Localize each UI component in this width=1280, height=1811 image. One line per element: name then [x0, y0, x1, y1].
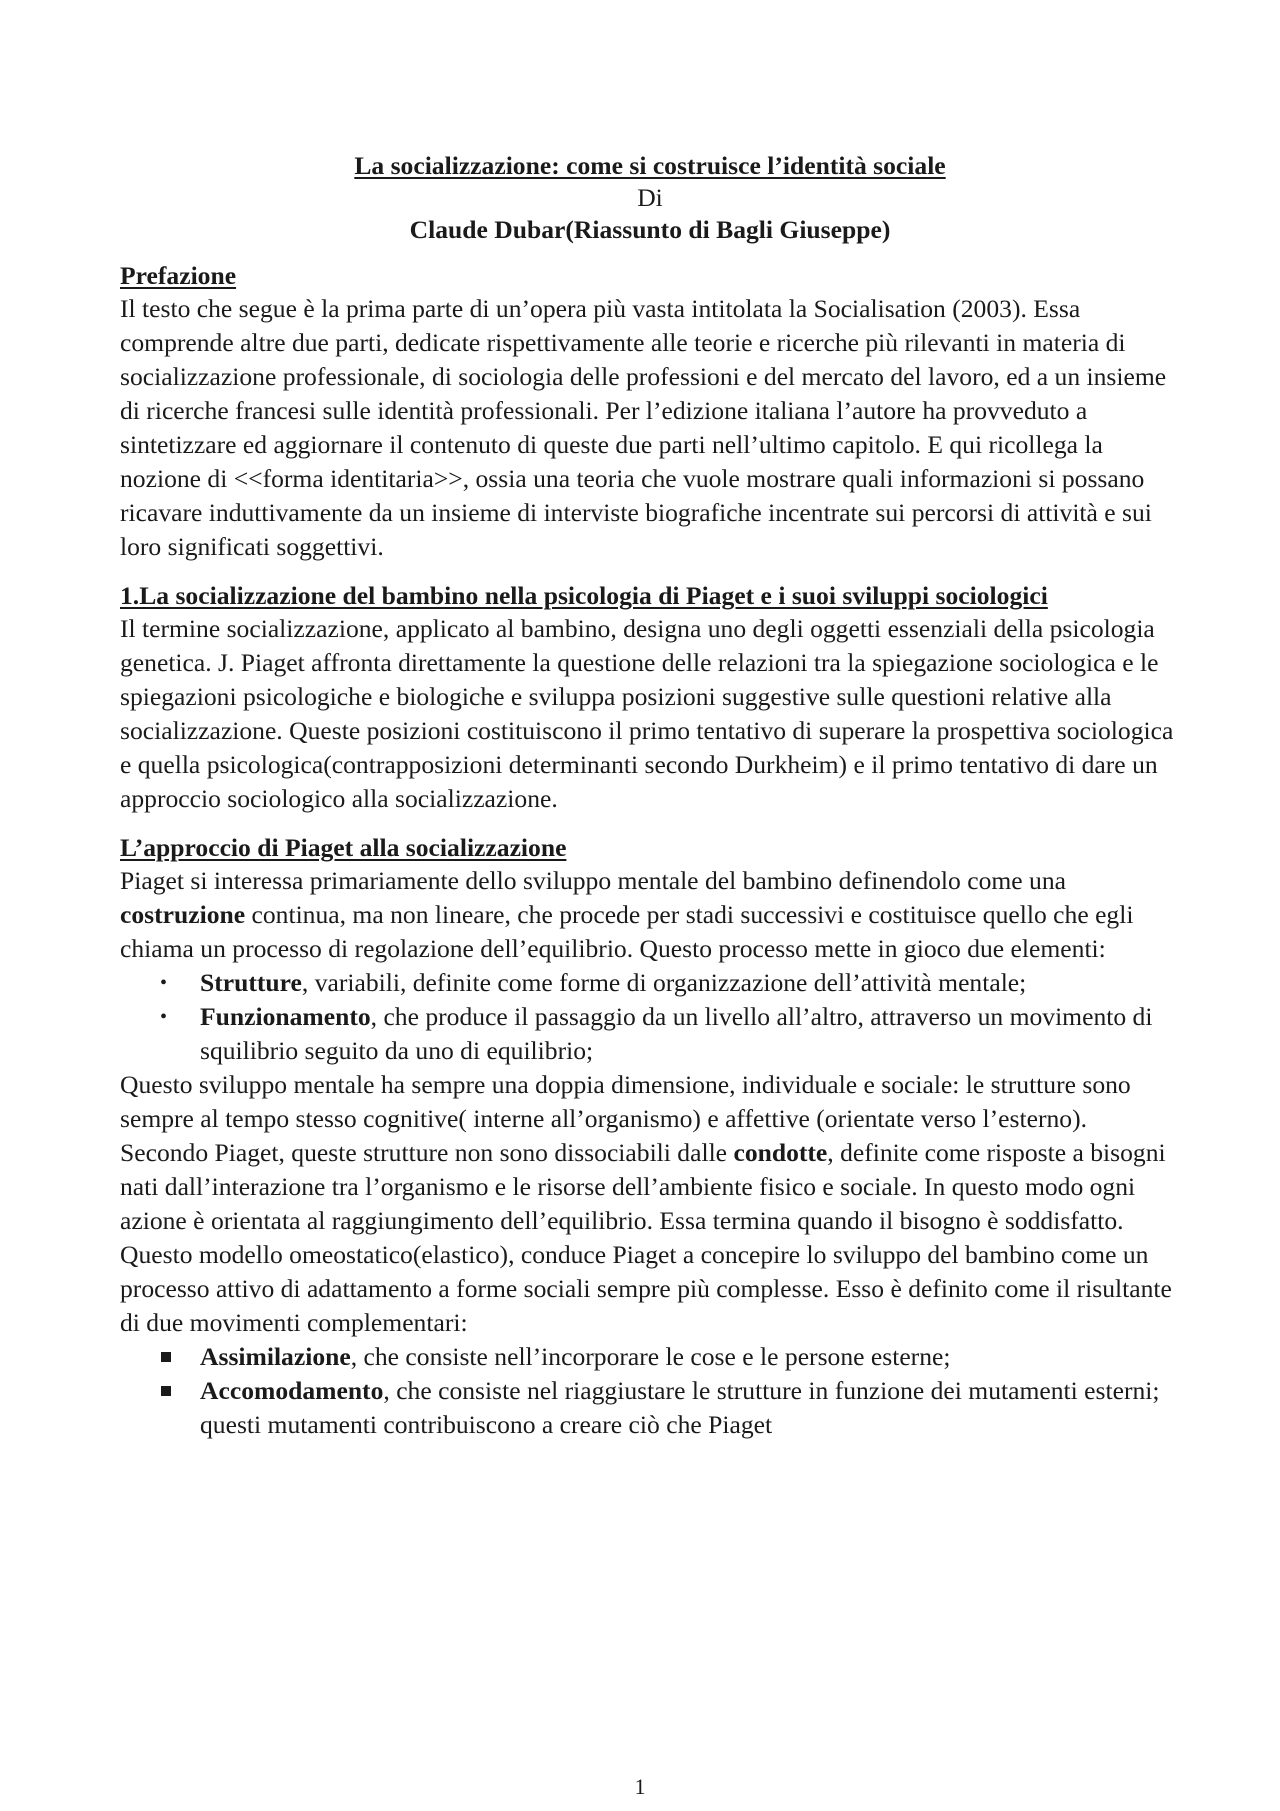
list-item	[120, 966, 1180, 1000]
body-text-b: , definite come risposte a bisogni nati dall’interazione tra l’organismo e le risorse dell’ambiente fisico e sociale. In questo modo ogni azione è orientata al raggiungimento dell’equilibrio. Essa termina quando il bisogno è soddisfatto. Questo modello omeostatico(elastico), conduce Piaget a concepire lo sviluppo del bambino come un processo attivo di adattamento a forme sociali sempre più complesse. Esso è definito come il risultante di due movimenti complementari:	[120, 1138, 1172, 1337]
intro-text-b: continua, ma non lineare, che procede per stadi successivi e costituisce quello che egli chiama un processo di regolazione dell’equilibrio. Questo processo mette in gioco due elementi:	[120, 900, 1134, 963]
list-item	[120, 1340, 1180, 1374]
bullet-term: Accomodamento	[200, 1376, 384, 1405]
body-bold-term: condotte	[733, 1138, 828, 1167]
bullet-text: , che consiste nell’incorporare le cose e le persone esterne;	[350, 1342, 951, 1371]
paragraph-section-1: Il termine socializzazione, applicato al bambino, designa uno degli oggetti essenziali della psicologia genetica. J. Piaget affronta direttamente la questione delle relazioni tra la spiegazione sociologica e le spiegazioni psicologiche e biologiche e sviluppa posizioni suggestive sulle questioni relative alla socializzazione. Queste posizioni costituiscono il primo tentativo di superare la prospettiva sociologica e quella psicologica(contrapposizioni determinanti secondo Durkheim) e il primo tentativo di dare un approccio sociologico alla socializzazione.	[120, 614, 1174, 813]
bullet-text: , variabili, definite come forme di organizzazione dell’attività mentale;	[301, 968, 1027, 997]
section-piaget-approach	[120, 832, 1180, 1442]
square-bullet-list	[120, 1340, 1180, 1442]
bullet-list-elements	[120, 966, 1180, 1068]
section-heading-prefazione: Prefazione	[120, 261, 237, 290]
paragraph-section-2-intro	[120, 864, 1180, 966]
document-author: Claude Dubar(Riassunto di Bagli Giuseppe)	[409, 215, 891, 244]
paragraph-prefazione: Il testo che segue è la prima parte di un’opera più vasta intitolata la Socialisation (2003). Essa comprende altre due parti, dedicate rispettivamente alle teorie e ricerche più rilevanti in materia di socializzazione professionale, di sociologia delle professioni e del mercato del lavoro, ed a un insieme di ricerche francesi sulle identità professionali. Per l’edizione italiana l’autore ha provveduto a sintetizzare ed aggiornare il contenuto di queste due parti nell’ultimo capitolo. E qui ricollega la nozione di <<forma identitaria>>, ossia una teoria che vuole mostrare quali informazioni si possano ricavare induttivamente da un insieme di interviste biografiche incentrate sui percorsi di attività e sui loro significati soggettivi.	[120, 294, 1167, 561]
list-item	[120, 1000, 1180, 1068]
document-title: La socializzazione: come si costruisce l’identità sociale	[354, 151, 946, 180]
body-text-a: Questo sviluppo mentale ha sempre una doppia dimensione, individuale e sociale: le strutture sono sempre al tempo stesso cognitive( interne all’organismo) e affettive (orientate verso l’esterno). Secondo Piaget, queste strutture non sono dissociabili dalle	[120, 1070, 1131, 1167]
page-content	[120, 150, 1180, 1442]
list-item	[120, 1374, 1180, 1442]
paragraph-section-2-body	[120, 1068, 1180, 1340]
section-prefazione	[120, 260, 1180, 564]
section-heading-1: 1.La socializzazione del bambino nella psicologia di Piaget e i suoi sviluppi sociologici	[120, 581, 1048, 610]
bullet-term: Strutture	[200, 968, 302, 997]
intro-bold-term: costruzione	[120, 900, 246, 929]
bullet-term: Funzionamento	[200, 1002, 371, 1031]
title-block	[120, 150, 1180, 246]
title-di: Di	[637, 183, 663, 212]
intro-text-a: Piaget si interessa primariamente dello sviluppo mentale del bambino definendolo come una	[120, 866, 1066, 895]
page-number: 1	[634, 1774, 646, 1799]
bullet-text: , che produce il passaggio da un livello all’altro, attraverso un movimento di squilibrio seguito da uno di equilibrio;	[200, 1002, 1153, 1065]
bullet-text: , che consiste nel riaggiustare le strutture in funzione dei mutamenti esterni; questi mutamenti contribuiscono a creare ciò che Piaget	[200, 1376, 1160, 1439]
section-heading-2: L’approccio di Piaget alla socializzazione	[120, 833, 567, 862]
section-piaget-sociological	[120, 580, 1180, 816]
bullet-term: Assimilazione	[200, 1342, 351, 1371]
